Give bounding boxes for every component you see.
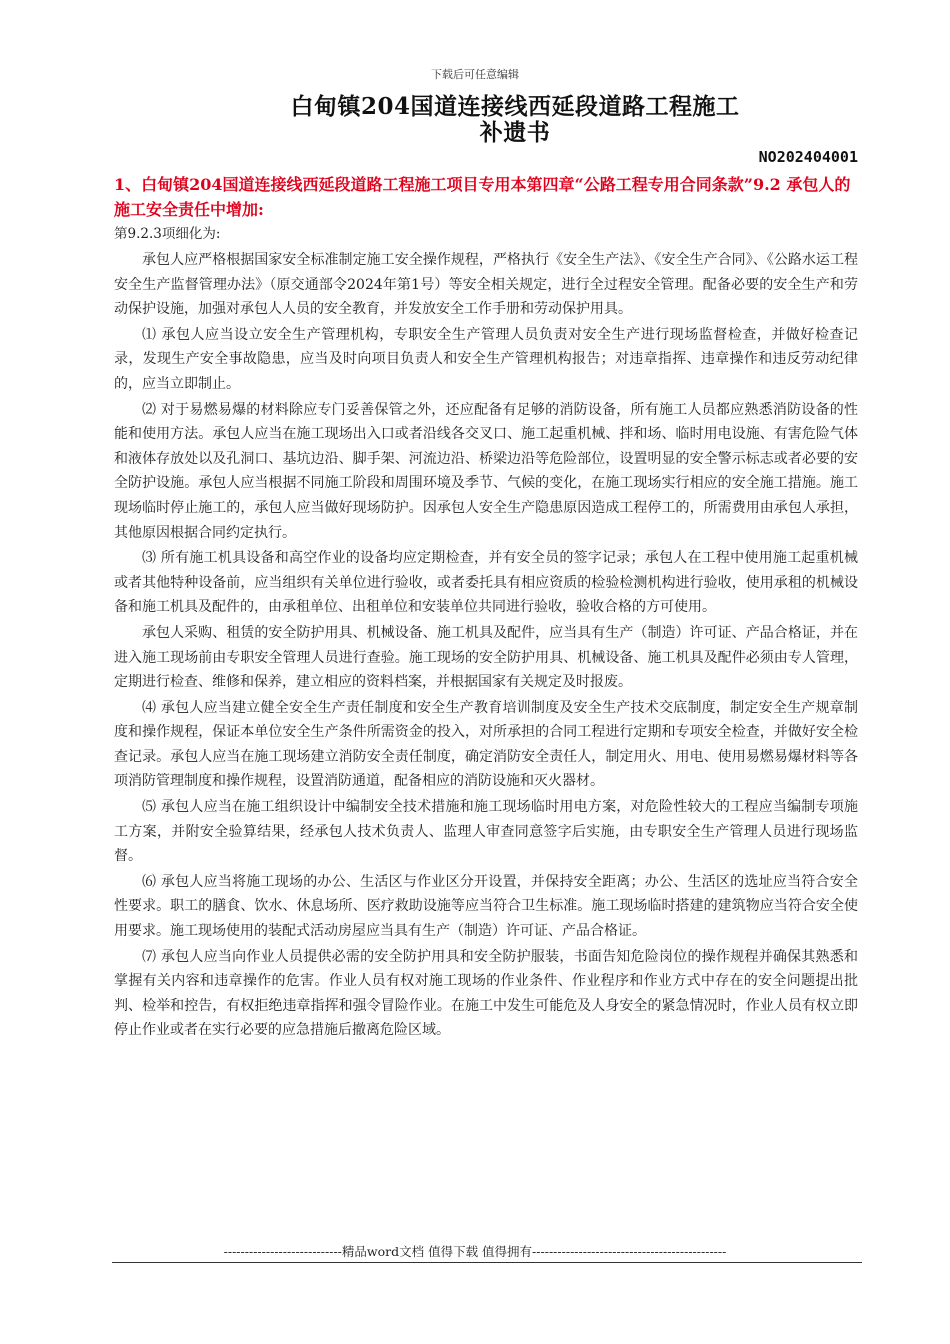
body-paragraph: ⑵ 对于易燃易爆的材料除应专门妥善保管之外，还应配备有足够的消防设备，所有施工人员都应熟悉消防设备的性能和使用方法。承包人应当在施工现场出入口或者沿线各交叉口、施工起重机械、拌和场、临时用电设施、有害危险气体和液体存放处以及孔洞口、基坑边沿、脚手架、河流边沿、桥梁边沿等危险部位，设置明显的安全警示标志或者必要的安全防护设施。承包人应当根据不同施工阶段和周围环境及季节、气候的变化，在施工现场实行相应的安全施工措施。施工现场临时停止施工的，承包人应当做好现场防护。因承包人安全生产隐患原因造成工程停工的，所需费用由承包人承担，其他原因根据合同约定执行。 (114, 401, 858, 541)
document-title-line2: 补遗书 (479, 119, 551, 146)
document-body (114, 248, 858, 1044)
body-paragraph: ⑴ 承包人应当设立安全生产管理机构，专职安全生产管理人员负责对安全生产进行现场监督检查，并做好检查记录，发现生产安全事故隐患，应当及时向项目负责人和安全生产管理机构报告；对违章指挥、违章操作和违反劳动纪律的，应当立即制止。 (114, 326, 858, 392)
body-paragraph: ⑺ 承包人应当向作业人员提供必需的安全防护用具和安全防护服装，书面告知危险岗位的操作规程并确保其熟悉和掌握有关内容和违章操作的危害。作业人员有权对施工现场的作业条件、作业程序和作业方式中存在的安全问题提出批判、检举和控告，有权拒绝违章指挥和强令冒险作业。在施工中发生可能危及人身安全的紧急情况时，作业人员有权立即停止作业或者在实行必要的应急措施后撤离危险区域。 (114, 948, 858, 1039)
body-paragraph: 承包人应严格根据国家安全标准制定施工安全操作规程，严格执行《安全生产法》、《安全生产合同》、《公路水运工程安全生产监督管理办法》（原交通部令2024年第1号）等安全相关规定，进行全过程安全管理。配备必要的安全生产和劳动保护设施，加强对承包人人员的安全教育，并发放安全工作手册和劳动保护用具。 (114, 252, 858, 318)
body-paragraph: 承包人采购、租赁的安全防护用具、机械设备、施工机具及配件，应当具有生产（制造）许可证、产品合格证，并在进入施工现场前由专职安全管理人员进行查验。施工现场的安全防护用具、机械设备、施工机具及配件必须由专人管理，定期进行检查、维修和保养，建立相应的资料档案，并根据国家有关规定及时报废。 (114, 624, 858, 691)
document-title-line1: 白甸镇204国道连接线西延段道路工程施工 (290, 93, 740, 120)
body-paragraph: ⑹ 承包人应当将施工现场的办公、生活区与作业区分开设置，并保持安全距离；办公、生活区的选址应当符合安全性要求。职工的膳食、饮水、休息场所、医疗救助设施等应当符合卫生标准。施工现场临时搭建的建筑物应当符合安全使用要求。施工现场使用的装配式活动房屋应当具有生产（制造）许可证、产品合格证。 (114, 873, 858, 940)
header-note: 下载后可任意编辑 (431, 68, 519, 81)
item-title: 第9.2.3项细化为: (114, 226, 221, 242)
body-paragraph: ⑶ 所有施工机具设备和高空作业的设备均应定期检查，并有安全员的签字记录；承包人在工程中使用施工起重机械或者其他特种设备前，应当组织有关单位进行验收，或者委托具有相应资质的检验检测机构进行验收，使用承租的机械设备和施工机具及配件的，由承租单位、出租单位和安装单位共同进行验收，验收合格的方可使用。 (114, 550, 858, 616)
section-heading: 1、白甸镇204国道连接线西延段道路工程施工项目专用本第四章“公路工程专用合同条款”9.2 承包人的施工安全责任中增加: (114, 175, 851, 219)
footer-divider (112, 1262, 862, 1263)
body-paragraph: ⑸ 承包人应当在施工组织设计中编制安全技术措施和施工现场临时用电方案，对危险性较大的工程应当编制专项施工方案，并附安全验算结果，经承包人技术负责人、监理人审查同意签字后实施，由专职安全生产管理人员进行现场监督。 (114, 799, 858, 865)
footer-text: ----------------------------精品word文档 值得下载 值得拥有---------------------------------------------- (223, 1244, 727, 1259)
document-number: NO202404001 (758, 148, 858, 166)
body-paragraph: ⑷ 承包人应当建立健全安全生产责任制度和安全生产教育培训制度及安全生产技术交底制度，制定安全生产规章制度和操作规程，保证本单位安全生产条件所需资金的投入，对所承担的合同工程进行定期和专项安全检查，并做好安全检查记录。承包人应当在施工现场建立消防安全责任制度，确定消防安全责任人，制定用火、用电、使用易燃易爆材料等各项消防管理制度和操作规程，设置消防通道，配备相应的消防设施和灭火器材。 (114, 699, 858, 790)
